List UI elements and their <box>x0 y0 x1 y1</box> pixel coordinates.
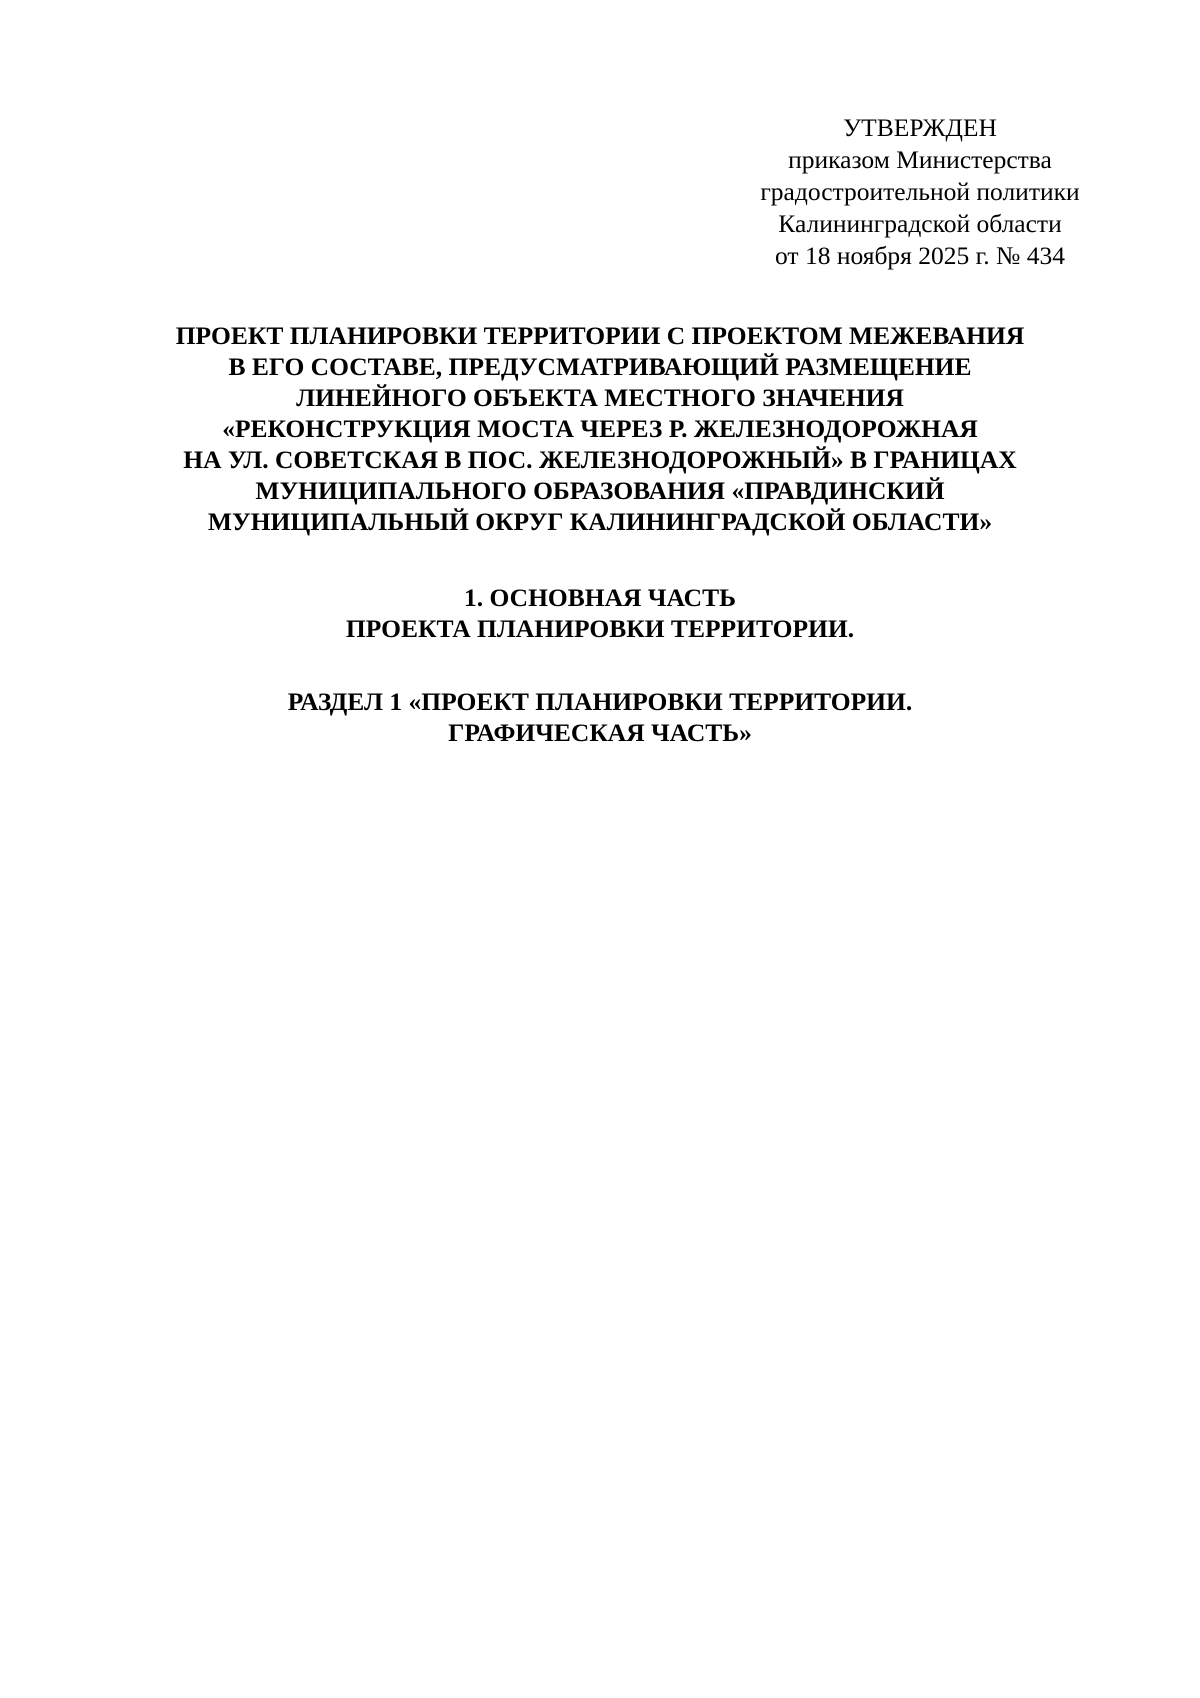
approval-stamp <box>700 112 1140 272</box>
title-line: «РЕКОНСТРУКЦИЯ МОСТА ЧЕРЕЗ Р. ЖЕЛЕЗНОДОРОЖНАЯ <box>222 414 978 443</box>
title-line: ПРОЕКТ ПЛАНИРОВКИ ТЕРРИТОРИИ С ПРОЕКТОМ МЕЖЕВАНИЯ <box>175 321 1025 350</box>
approval-line: градостроительной политики <box>760 177 1080 206</box>
title-line: ЛИНЕЙНОГО ОБЪЕКТА МЕСТНОГО ЗНАЧЕНИЯ <box>296 383 904 412</box>
section-line: 1. ОСНОВНАЯ ЧАСТЬ <box>464 583 736 612</box>
title-line: В ЕГО СОСТАВЕ, ПРЕДУСМАТРИВАЮЩИЙ РАЗМЕЩЕНИЕ <box>228 352 972 381</box>
approval-line: приказом Министерства <box>788 145 1052 174</box>
approval-line: от 18 ноября 2025 г. № 434 <box>775 241 1065 270</box>
approval-line: Калининградской области <box>778 209 1062 238</box>
approval-line: УТВЕРЖДЕН <box>843 113 997 142</box>
section-heading <box>150 582 1050 644</box>
section-line: ПРОЕКТА ПЛАНИРОВКИ ТЕРРИТОРИИ. <box>345 614 855 643</box>
title-line: НА УЛ. СОВЕТСКАЯ В ПОС. ЖЕЛЕЗНОДОРОЖНЫЙ» В ГРАНИЦАХ <box>183 445 1017 474</box>
title-line: МУНИЦИПАЛЬНЫЙ ОКРУГ КАЛИНИНГРАДСКОЙ ОБЛАСТИ» <box>207 507 993 536</box>
part-line: РАЗДЕЛ 1 «ПРОЕКТ ПЛАНИРОВКИ ТЕРРИТОРИИ. <box>287 687 913 716</box>
part-line: ГРАФИЧЕСКАЯ ЧАСТЬ» <box>448 718 752 747</box>
part-heading <box>150 686 1050 748</box>
document-title <box>150 320 1050 537</box>
title-line: МУНИЦИПАЛЬНОГО ОБРАЗОВАНИЯ «ПРАВДИНСКИЙ <box>255 476 945 505</box>
